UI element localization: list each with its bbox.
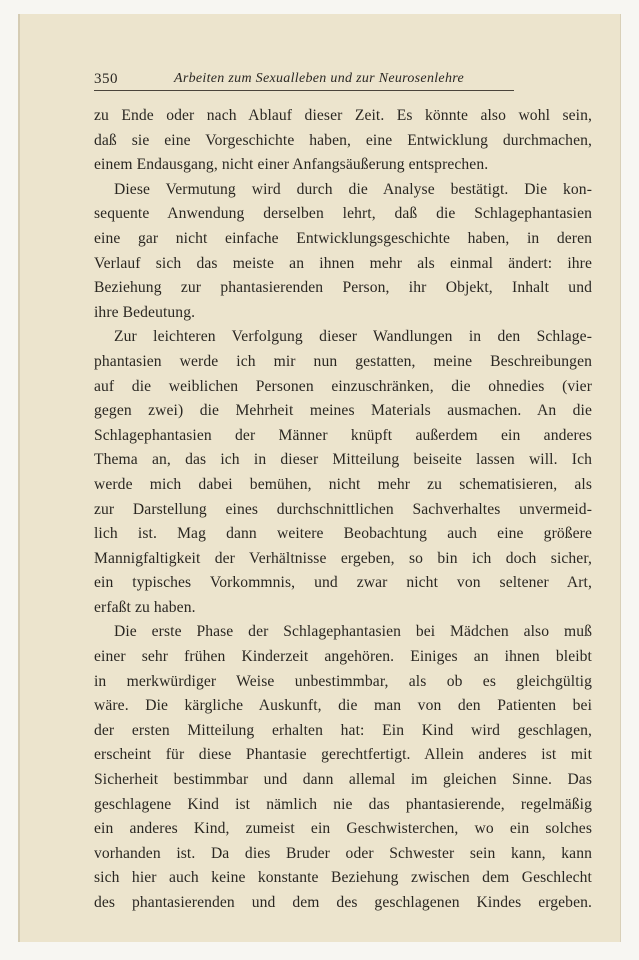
page-number: 350: [94, 71, 118, 87]
page-header: [94, 62, 514, 91]
text-line: des phantasierenden und dem des geschlagenen Kindes ergeben.: [94, 894, 592, 911]
text-line: werde mich dabei bemühen, nicht mehr zu schematisieren, als: [94, 475, 592, 493]
text-line: zu Ende oder nach Ablauf dieser Zeit. Es könnte also wohl sein,: [94, 107, 592, 124]
text-line: Diese Vermutung wird durch die Analyse bestätigt. Die kon-: [114, 180, 592, 198]
text-line: Die erste Phase der Schlagephantasien bei Mädchen also muß: [114, 623, 592, 641]
text-line: vorhanden ist. Da dies Bruder oder Schwester sein kann, kann: [94, 844, 592, 862]
text-line: wäre. Die kärgliche Auskunft, die man von den Patienten bei: [94, 697, 592, 715]
text-line: phantasien werde ich mir nun gestatten, meine Beschreibungen: [94, 352, 592, 370]
text-line: einer sehr frühen Kinderzeit angehören. Einiges an ihnen bleibt: [94, 648, 592, 666]
text-line: ein anderes Kind, zumeist ein Geschwisterchen, wo ein solches: [94, 820, 592, 838]
text-line: lich ist. Mag dann weitere Beobachtung auch eine größere: [94, 525, 592, 543]
text-line: ihre Bedeutung.: [94, 303, 196, 321]
text-line: erscheint für diese Phantasie gerechtfertigt. Allein anderes ist mit: [94, 746, 592, 764]
body-text: [94, 104, 592, 916]
running-title: Arbeiten zum Sexualleben und zur Neurosenlehre: [174, 71, 464, 86]
text-line: sequente Anwendung derselben lehrt, daß die Schlagephantasien: [94, 205, 592, 223]
text-line: einem Endausgang, nicht einer Anfangsäußerung entsprechen.: [94, 156, 489, 174]
text-line: Mannigfaltigkeit der Verhältnisse ergeben, so bin ich doch sicher,: [94, 549, 592, 567]
text-line: Sicherheit bestimmbar und dann allemal im gleichen Sinne. Das: [94, 771, 592, 789]
text-line: auf die weiblichen Personen einzuschränken, die ohnedies (vier: [94, 377, 592, 395]
text-line: erfaßt zu haben.: [94, 598, 196, 616]
text-line: Zur leichteren Verfolgung dieser Wandlungen in den Schlage-: [114, 328, 592, 346]
text-line: Schlagephantasien der Männer knüpft außerdem ein anderes: [94, 426, 592, 444]
text-line: ein typisches Vorkommnis, und zwar nicht von seltener Art,: [94, 574, 592, 592]
text-line: Beziehung zur phantasierenden Person, ihr Objekt, Inhalt und: [94, 279, 592, 297]
text-line: Thema an, das ich in dieser Mitteilung beiseite lassen will. Ich: [94, 451, 592, 469]
text-line: sich hier auch keine konstante Beziehung zwischen dem Geschlecht: [94, 869, 592, 887]
text-line: geschlagene Kind ist nämlich nie das phantasierende, regelmäßig: [94, 795, 592, 813]
text-line: eine gar nicht einfache Entwicklungsgeschichte haben, in deren: [94, 229, 592, 247]
text-line: Verlauf sich das meiste an ihnen mehr als einmal ändert: ihre: [94, 254, 592, 272]
text-line: der ersten Mitteilung erhalten hat: Ein Kind wird geschlagen,: [94, 721, 592, 739]
text-line: in merkwürdiger Weise unbestimmbar, als ob es gleichgültig: [94, 672, 592, 690]
text-line: gegen zwei) die Mehrheit meines Materials ausmachen. An die: [94, 402, 592, 420]
text-line: zur Darstellung eines durchschnittlichen Sachverhaltes unvermeid-: [94, 500, 592, 518]
text-line: daß sie eine Vorgeschichte haben, eine Entwicklung durchmachen,: [94, 131, 592, 149]
